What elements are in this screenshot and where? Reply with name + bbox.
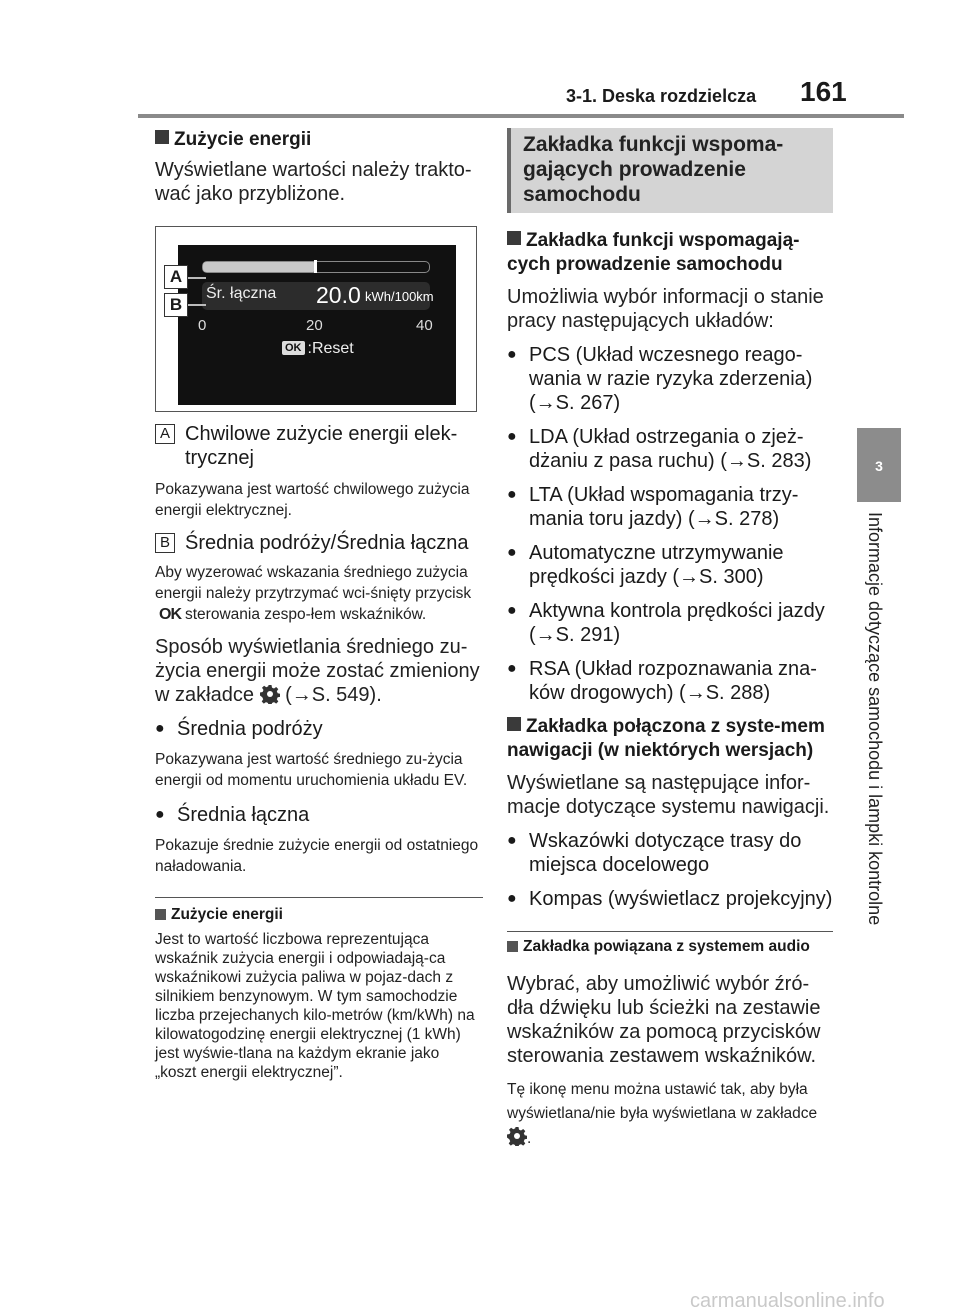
label-a-icon: A xyxy=(155,424,175,444)
item-b-desc: Aby wyzerować wskazania średniego zużycia energii należy przytrzymać wci-śnięty przyciskOK sterowania zespo-łem wskaźników. xyxy=(155,564,472,623)
note-divider xyxy=(155,897,483,898)
total-average-desc: Pokazuje średnie zużycie energii od ostatniego naładowania. xyxy=(155,837,479,875)
callout-b: B xyxy=(164,293,188,317)
bar-marker xyxy=(314,260,317,273)
square-bullet-icon xyxy=(507,717,521,731)
heading-energy-consumption: Zużycie energii xyxy=(155,128,483,152)
square-bullet-icon xyxy=(507,231,521,245)
square-bullet-icon xyxy=(155,130,169,144)
average-value: 20.0 xyxy=(316,282,361,308)
intro-text: Wyświetlane wartości należy trakto-wać jako przybliżone. xyxy=(155,159,472,205)
ok-button-icon: OK xyxy=(282,341,305,355)
bullet-route-guidance: ● Wskazówki dotyczące trasy do miejsca docelowego xyxy=(507,829,833,877)
section-title: 3-1. Deska rozdzielcza xyxy=(566,86,757,106)
note-title-audio: Zakładka powiązana z systemem audio xyxy=(507,938,833,956)
callout-a-line xyxy=(188,277,206,279)
bullet-acc: ● Aktywna kontrola prędkości jazdy (→S. 291) xyxy=(507,599,833,647)
gear-icon xyxy=(260,684,280,704)
note-title: Zużycie energii xyxy=(155,906,483,924)
label-b-icon: B xyxy=(155,533,175,553)
display-illustration xyxy=(155,226,477,412)
bar-fill xyxy=(203,262,316,272)
left-column xyxy=(155,128,483,1082)
item-a-desc: Pokazywana jest wartość chwilowego zużycia energii elektrycznej. xyxy=(155,481,470,519)
note-divider xyxy=(507,931,833,932)
bullet-compass: ● Kompas (wyświetlacz projekcyjny) xyxy=(507,887,833,911)
bullet-pcs: ● PCS (Układ wczesnego reago-wania w razie ryzyka zderzenia) (→S. 267) xyxy=(507,343,833,415)
chapter-tab: 3 xyxy=(857,428,901,502)
callout-b-line xyxy=(188,304,206,306)
average-readout xyxy=(202,282,434,310)
right-column xyxy=(507,128,833,1151)
bullet-total-average: ● Średnia łączna xyxy=(155,803,483,827)
watermark: carmanualsonline.info xyxy=(690,1290,885,1312)
bullet-lta: ● LTA (Układ wspomagania trzy-mania toru jazdy) (→S. 278) xyxy=(507,483,833,531)
gear-icon xyxy=(507,1126,527,1146)
driving-assist-intro: Umożliwia wybór informacji o stanie pracy następujących układów: xyxy=(507,286,824,332)
navigation-intro: Wyświetlane są następujące infor-macje dotyczące systemu nawigacji. xyxy=(507,772,830,818)
item-a-title: A Chwilowe zużycie energii elek-trycznej xyxy=(155,422,483,470)
heading-driving-assist-tab: Zakładka funkcji wspomagają-cych prowadzenie samochodu xyxy=(507,230,800,275)
note-body: Jest to wartość liczbowa reprezentująca wskaźnik zużycia energii i odpowiadają-ca wskaźnikowi zużycia paliwa w pojaz-dach z silnikiem benzynowym. W tym samochodzie liczba przejechanych kilo-metrów (km/kWh) na kilowatogodzinę energii elektrycznej (1 kWh) jest wyświe-tlana na każdym ekranie jako „koszt energii elektrycznej”. xyxy=(155,931,475,1081)
audio-tab-text: Wybrać, aby umożliwić wybór źró-dła dźwięku lub ścieżki na zestawie wskaźników za pomocą przycisków sterowania zestawem wskaźników. xyxy=(507,973,821,1067)
instant-consumption-bar xyxy=(202,261,430,273)
trip-average-desc: Pokazywana jest wartość średniego zu-życia energii od momentu uruchomienia układu EV. xyxy=(155,751,468,789)
chapter-title-vertical: Informacje dotyczące samochodu i lampki kontrolne xyxy=(865,512,885,926)
scale-tick: 0 xyxy=(198,317,207,334)
scale-tick: 40 xyxy=(416,317,433,334)
item-b-title: B Średnia podróży/Średnia łączna xyxy=(155,531,483,555)
scale-tick: 20 xyxy=(306,317,323,334)
page-number: 161 xyxy=(800,76,847,107)
average-label: Śr. łączna xyxy=(206,285,277,302)
average-unit: kWh/100km xyxy=(365,289,434,304)
meter-screen xyxy=(178,245,456,405)
display-mode-text: Sposób wyświetlania średniego zu-życia energii może zostać zmieniony w zakładce (→S. 549). xyxy=(155,636,480,706)
menu-icon-note: Tę ikonę menu można ustawić tak, aby była wyświetlana/nie była wyświetlana w zakładce . xyxy=(507,1081,818,1147)
bullet-cruise: ● Automatyczne utrzymywanie prędkości jazdy (→S. 300) xyxy=(507,541,833,589)
bullet-trip-average: ● Średnia podróży xyxy=(155,717,483,741)
bullet-rsa: ● RSA (Układ rozpoznawania zna-ków drogowych) (→S. 288) xyxy=(507,657,833,705)
reset-hint: OK :Reset xyxy=(282,340,354,358)
ok-glyph-icon: OK xyxy=(159,606,181,623)
section-box xyxy=(507,128,833,213)
bullet-lda: ● LDA (Układ ostrzegania o zjeż-dżaniu z pasa ruchu) (→S. 283) xyxy=(507,425,833,473)
section-box-title: Zakładka funkcji wspoma-gających prowadzenie samochodu xyxy=(523,133,784,206)
callout-a: A xyxy=(164,265,188,289)
heading-navigation-tab: Zakładka połączona z syste-mem nawigacji (w niektórych wersjach) xyxy=(507,716,825,761)
header-divider xyxy=(138,114,904,118)
